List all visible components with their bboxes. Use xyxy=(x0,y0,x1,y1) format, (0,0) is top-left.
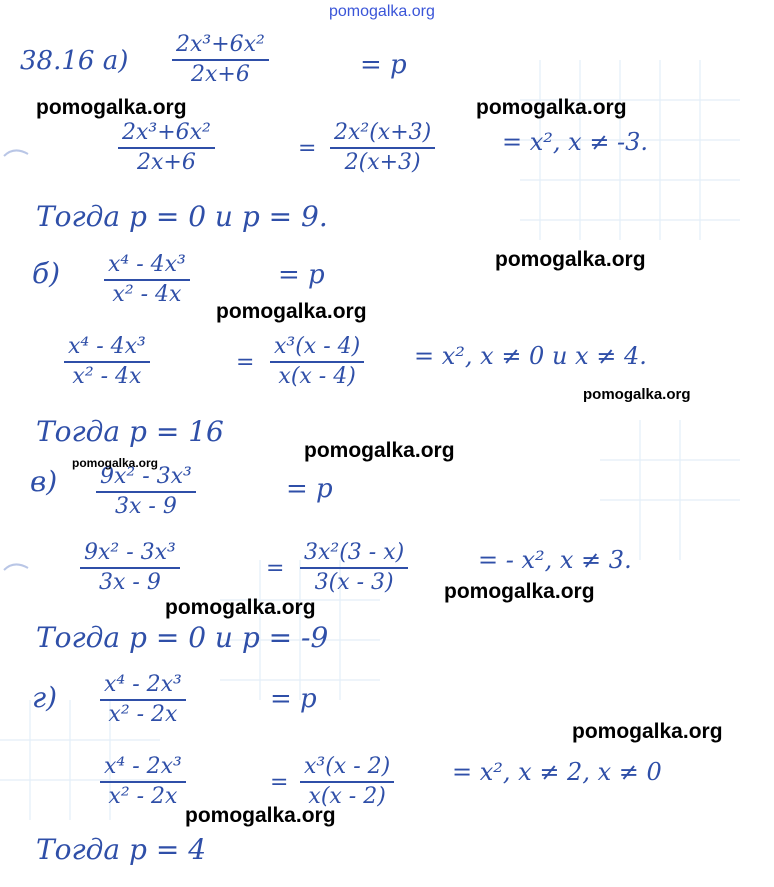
watermark: pomogalka.org xyxy=(476,96,627,119)
answer-b: Тогда p = 16 xyxy=(36,415,224,448)
step-b-left-denominator: x² - 4x xyxy=(72,364,142,389)
task-b-denominator: x² - 4x xyxy=(112,282,182,307)
step-b-mid-fraction xyxy=(270,336,364,388)
step-g-mid-fraction xyxy=(300,756,394,808)
task-g-rhs: = p xyxy=(270,684,317,714)
step-a-left-fraction xyxy=(118,122,215,174)
step-a-result: = x², x ≠ -3. xyxy=(502,128,649,156)
step-a-mid-fraction xyxy=(330,122,435,174)
task-v-denominator: 3x - 9 xyxy=(115,494,177,519)
task-g-denominator: x² - 2x xyxy=(108,702,178,727)
watermark: pomogalka.org xyxy=(165,596,316,619)
answer-a: Тогда p = 0 и p = 9. xyxy=(36,200,328,233)
step-a-mid-denominator: 2(x+3) xyxy=(344,150,421,175)
step-b-mid-numerator: x³(x - 4) xyxy=(274,334,361,359)
step-v-mid-denominator: 3(x - 3) xyxy=(314,570,394,595)
equals-sign: = xyxy=(266,556,285,581)
watermark: pomogalka.org xyxy=(216,300,367,323)
task-v-numerator: 9x² - 3x³ xyxy=(100,464,192,489)
equals-sign: = xyxy=(270,770,289,795)
step-v-mid-fraction xyxy=(300,542,408,594)
task-a-rhs: = p xyxy=(360,50,407,80)
watermark: pomogalka.org xyxy=(444,580,595,603)
task-a-denominator: 2x+6 xyxy=(191,62,250,87)
task-v-fraction xyxy=(96,466,196,518)
task-v-rhs: = p xyxy=(286,474,333,504)
step-g-left-numerator: x⁴ - 2x³ xyxy=(104,754,182,779)
watermark: pomogalka.org xyxy=(72,456,159,470)
watermark: pomogalka.org xyxy=(304,439,455,462)
task-a-fraction xyxy=(172,34,269,86)
watermark: pomogalka.org xyxy=(185,804,336,827)
task-b-numerator: x⁴ - 4x³ xyxy=(108,252,186,277)
step-b-result: = x², x ≠ 0 и x ≠ 4. xyxy=(414,342,647,370)
step-g-left-denominator: x² - 2x xyxy=(108,784,178,809)
task-a-numerator: 2x³+6x² xyxy=(176,32,265,57)
watermark: pomogalka.org xyxy=(572,720,723,743)
problem-label-b: б) xyxy=(32,257,61,290)
step-v-left-fraction xyxy=(80,542,180,594)
equals-sign: = xyxy=(298,136,317,161)
answer-g: Тогда p = 4 xyxy=(36,833,207,866)
task-b-rhs: = p xyxy=(278,260,325,290)
step-a-mid-numerator: 2x²(x+3) xyxy=(334,120,432,145)
task-g-fraction xyxy=(100,674,186,726)
step-v-result: = - x², x ≠ 3. xyxy=(478,546,632,574)
step-v-mid-numerator: 3x²(3 - x) xyxy=(304,540,405,565)
step-g-mid-denominator: x(x - 2) xyxy=(308,784,386,809)
step-a-left-numerator: 2x³+6x² xyxy=(122,120,211,145)
watermark: pomogalka.org xyxy=(495,248,646,271)
equals-sign: = xyxy=(236,350,255,375)
step-g-mid-numerator: x³(x - 2) xyxy=(304,754,391,779)
site-header-link[interactable]: pomogalka.org xyxy=(329,3,435,20)
step-b-left-numerator: x⁴ - 4x³ xyxy=(68,334,146,359)
step-b-left-fraction xyxy=(64,336,150,388)
problem-label-v: в) xyxy=(30,465,58,498)
step-g-left-fraction xyxy=(100,756,186,808)
problem-label-g: г) xyxy=(32,681,58,714)
step-a-left-denominator: 2x+6 xyxy=(137,150,196,175)
problem-number-a: 38.16 а) xyxy=(20,46,129,76)
task-b-fraction xyxy=(104,254,190,306)
answer-v: Тогда p = 0 и p = -9 xyxy=(36,621,329,654)
task-g-numerator: x⁴ - 2x³ xyxy=(104,672,182,697)
watermark: pomogalka.org xyxy=(36,96,187,119)
step-v-left-numerator: 9x² - 3x³ xyxy=(84,540,176,565)
step-b-mid-denominator: x(x - 4) xyxy=(278,364,356,389)
step-v-left-denominator: 3x - 9 xyxy=(99,570,161,595)
step-g-result: = x², x ≠ 2, x ≠ 0 xyxy=(452,758,662,786)
watermark: pomogalka.org xyxy=(583,386,691,403)
